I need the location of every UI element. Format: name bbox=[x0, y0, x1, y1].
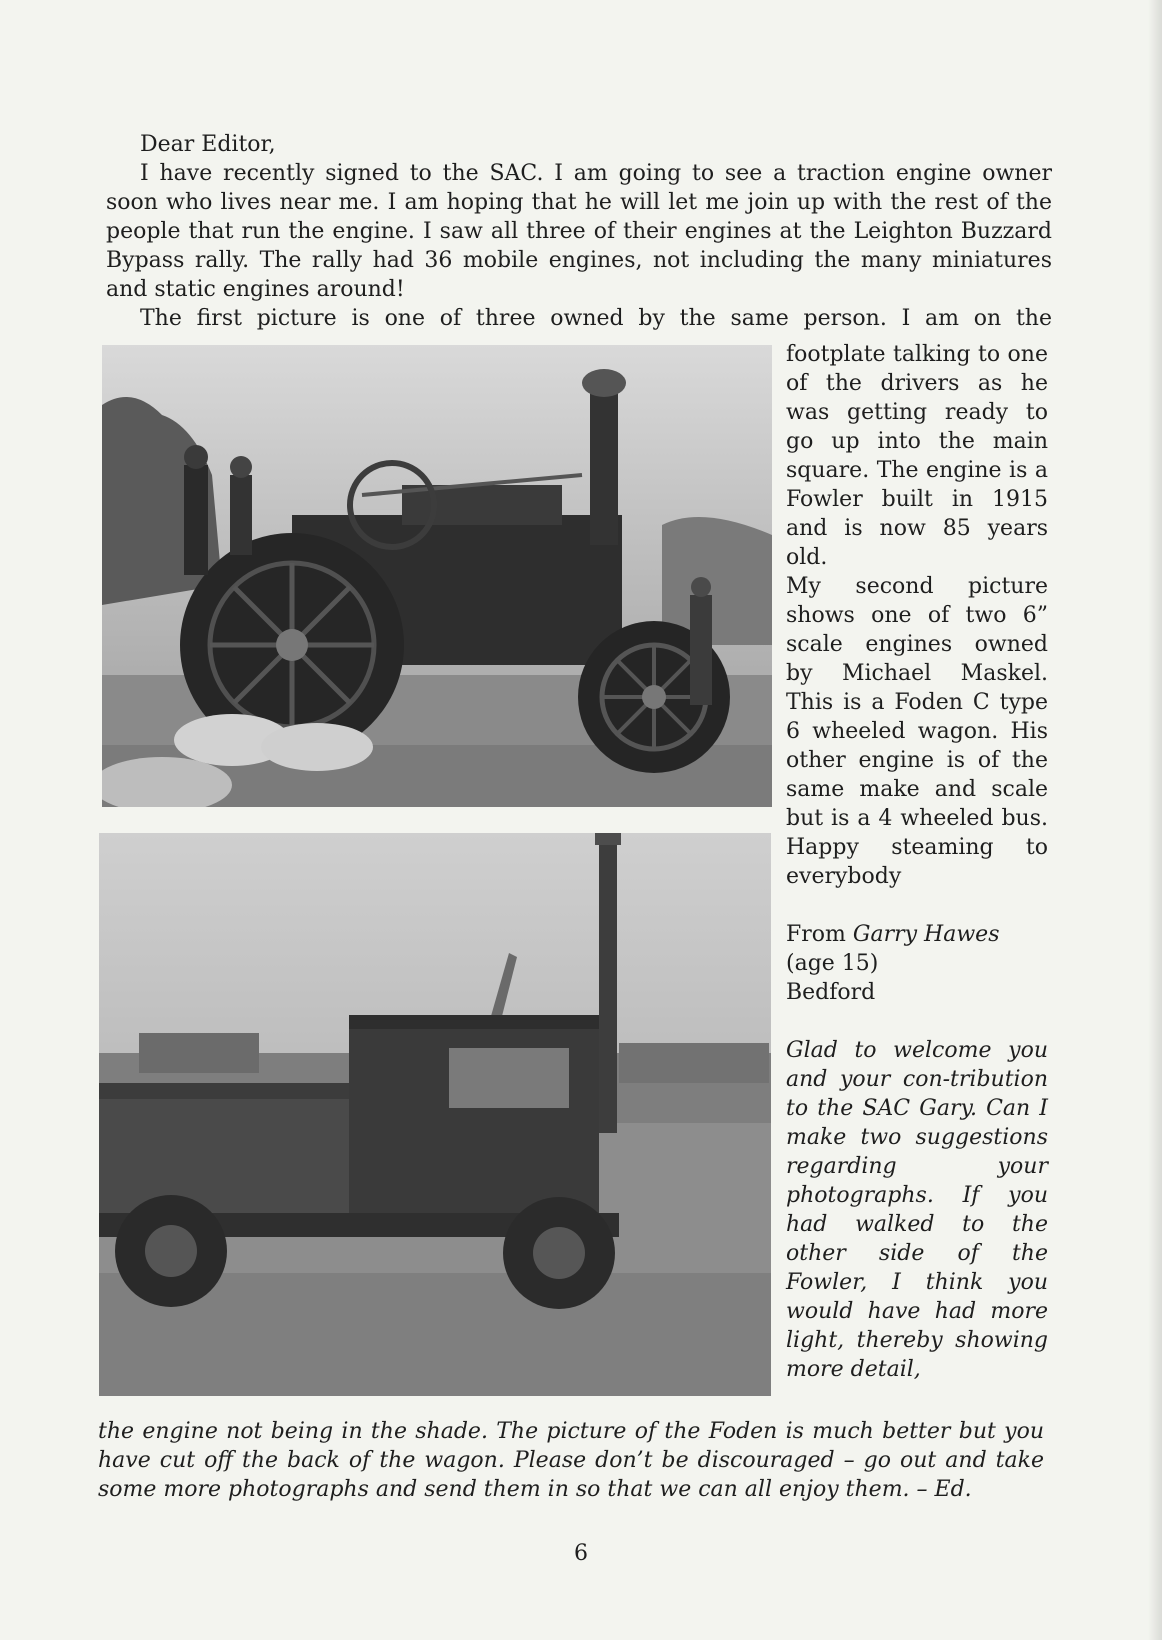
right-text-column bbox=[786, 340, 1048, 1384]
letter-paragraph-1: I have recently signed to the SAC. I am going to see a traction engine owner soon who lives near me. I am hoping that he will let me join up with the rest of the people that run the engine. I saw all three of their engines at the Leighton Buzzard Bypass rally. The rally had 36 mobile engines, not including the many miniatures and static engines around! bbox=[106, 161, 1052, 302]
letter-paragraph-3: My second picture shows one of two 6” scale engines owned by Michael Maskel. This is a Foden C type 6 wheeled wagon. His other engine is of the same make and scale but is a 4 wheeled bus. Happy steaming to everybody bbox=[786, 574, 1048, 889]
letter-paragraph-2-continued: footplate talking to one of the drivers as he was getting ready to go up into the main square. The engine is a Fowler built in 1915 and is now 85 years old. bbox=[786, 342, 1048, 570]
page-edge-shadow bbox=[1148, 0, 1162, 1640]
foden-wagon-photo bbox=[99, 833, 771, 1396]
traction-engine-illustration bbox=[102, 345, 772, 807]
author-town: Bedford bbox=[786, 980, 876, 1005]
signature-block bbox=[786, 920, 1048, 1007]
editor-note-continued: the engine not being in the shade. The picture of the Foden is much better but you have cut off the back of the wagon. Please don’t be discouraged – go out and take some more photographs and send them in so that we can all enjoy them. – Ed. bbox=[98, 1419, 1044, 1502]
page-number: 6 bbox=[574, 1541, 588, 1566]
author-name: Garry Hawes bbox=[852, 922, 1000, 947]
salutation: Dear Editor, bbox=[140, 132, 276, 157]
author-age: (age 15) bbox=[786, 951, 879, 976]
traction-engine-photo bbox=[102, 345, 772, 807]
from-label: From bbox=[786, 922, 846, 947]
foden-wagon-illustration bbox=[99, 833, 771, 1396]
editor-note-side: Glad to welcome you and your con-tribution to the SAC Gary. Can I make two suggestions regarding your photographs. If you had walked to the other side of the Fowler, I think you would have had more light, thereby showing more detail, bbox=[786, 1038, 1048, 1382]
letter-paragraph-2-first-line: The first picture is one of three owned by the same person. I am on the bbox=[140, 306, 1052, 331]
